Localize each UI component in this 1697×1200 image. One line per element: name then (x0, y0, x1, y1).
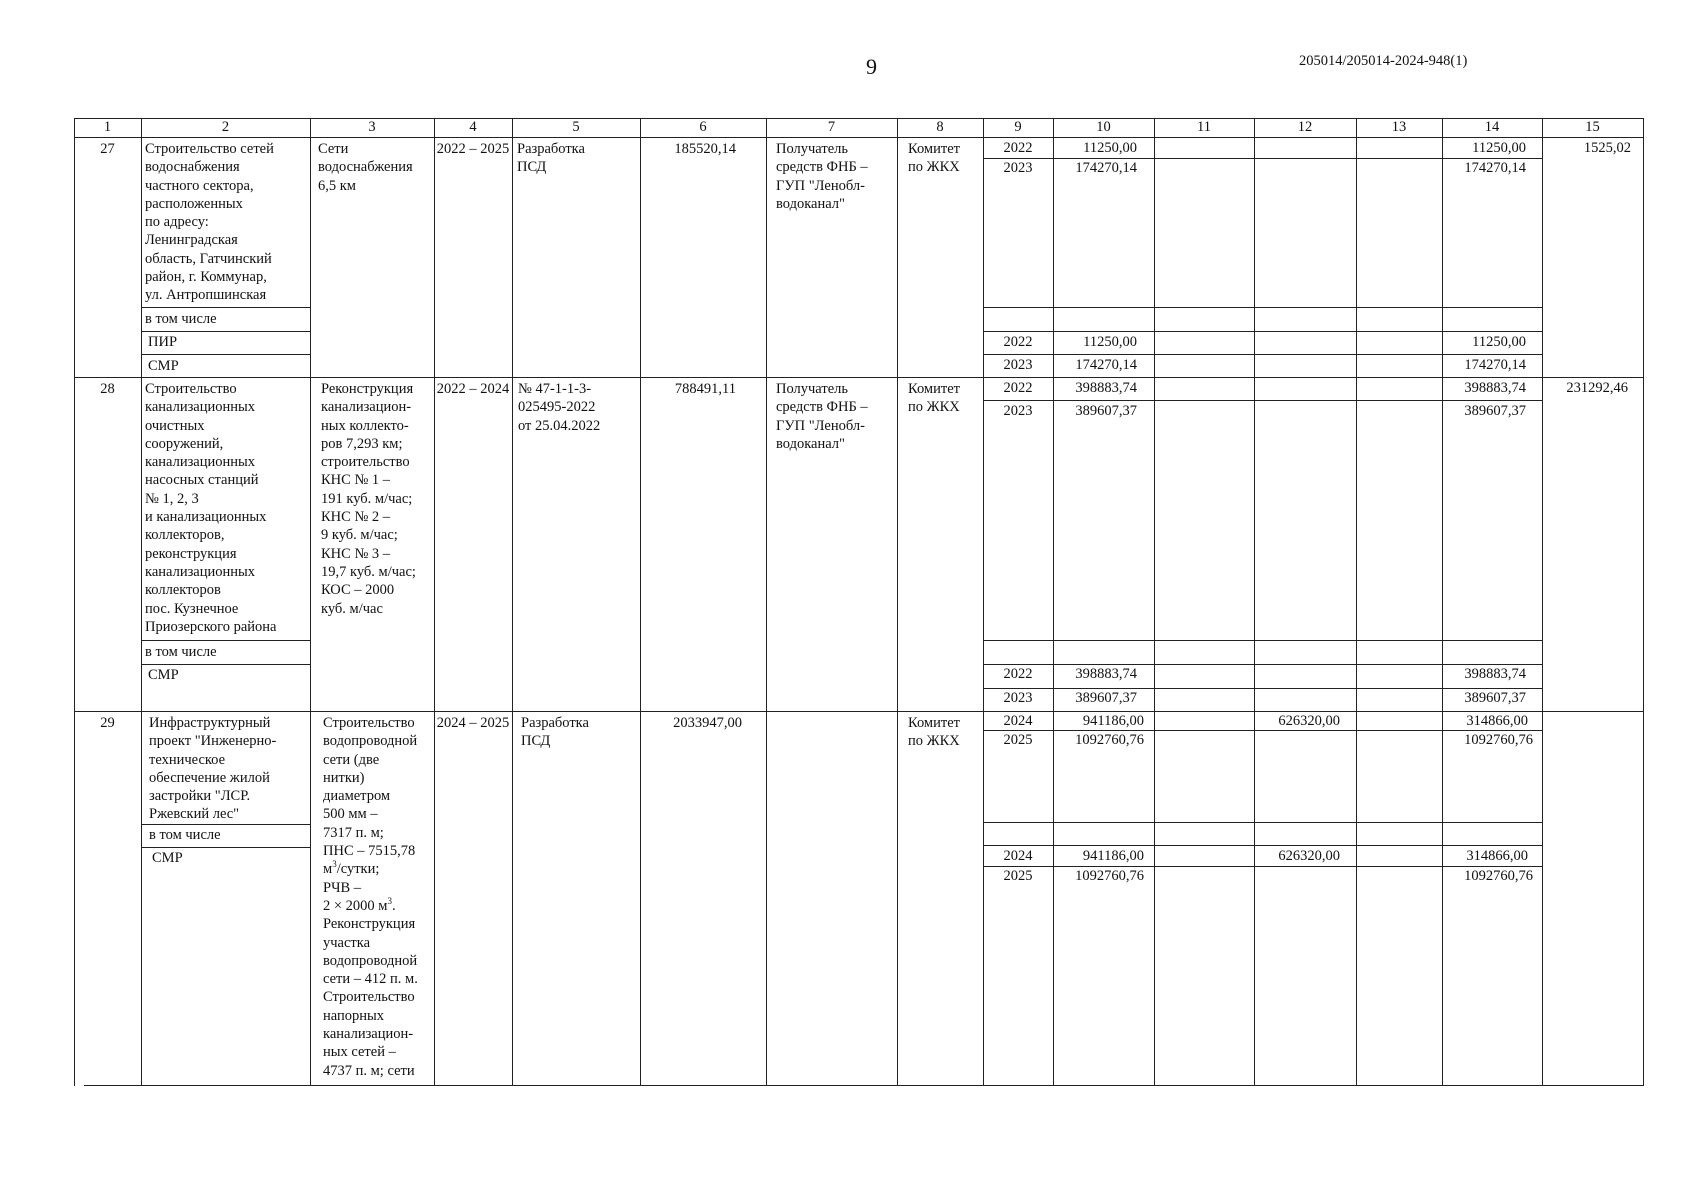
row-28-c14-2: 389607,37 (1464, 403, 1526, 419)
row-27-c14-1: 11250,00 (1472, 140, 1526, 156)
row-27-expertise: Разработка ПСД (517, 141, 585, 176)
row-29-capacity-part-1: Строительство водопроводной сети (две нитки) диаметром 500 мм – 7317 п. м; ПНС – 7515,78 (323, 715, 418, 860)
row-29-including-label: в том числе (149, 827, 221, 843)
header-col-7: 7 (827, 119, 836, 135)
col-divider-1-2 (141, 118, 142, 1086)
row-28-expertise: № 47-1-1-3- 025495-2022 от 25.04.2022 (518, 381, 601, 434)
page-number: 9 (866, 54, 877, 79)
row-28-period: 2022 – 2024 (436, 381, 510, 397)
row-27-split-bottom (983, 331, 1542, 332)
row-28-sub-year-1: 2022 (1003, 666, 1033, 682)
row-29-c10-2: 1092760,76 (1075, 732, 1144, 748)
header-col-3: 3 (368, 119, 376, 135)
row-29-project-name: Инфраструктурный проект "Инженерно- техническое обеспечение жилой застройки "ЛСР. Ржевский лес" (149, 715, 277, 823)
row-27-c14-2: 174270,14 (1464, 160, 1526, 176)
header-col-8: 8 (936, 119, 944, 135)
row-29-c14-1: 314866,00 (1466, 713, 1528, 729)
col-divider-4-5 (512, 118, 513, 1086)
row-27-sub-year-divider (983, 354, 1542, 355)
row-27-name-divider (141, 307, 310, 308)
header-col-6: 6 (699, 119, 707, 135)
row-29-sub-c10-1: 941186,00 (1082, 848, 1144, 864)
row-28-recipient: Получатель средств ФНБ – ГУП "Ленобл- водоканал" (776, 381, 868, 452)
row-28-total-cost: 788491,11 (674, 381, 736, 397)
row-27-capacity: Сети водоснабжения 6,5 км (318, 141, 413, 194)
row-28-number: 28 (100, 381, 115, 397)
row-29-sub-c10-2: 1092760,76 (1075, 868, 1144, 884)
col-divider-14-15 (1542, 118, 1543, 1086)
row-29-capacity-part-3: . Реконструкция участка водопроводной сети – 412 п. м. Строительство напорных канализацион- ных сетей – 4737 п. м; сети (323, 897, 418, 1079)
col-divider-6-7 (766, 118, 767, 1086)
col-divider-3-4 (434, 118, 435, 1086)
col-divider-8-9 (983, 118, 984, 1086)
header-col-11: 11 (1197, 119, 1211, 135)
row-27-col15: 1525,02 (1583, 140, 1631, 156)
row-29-split-bottom (983, 845, 1542, 846)
row-29-year-2: 2025 (1003, 732, 1033, 748)
row-27-including-divider (141, 331, 310, 332)
row-28-sub-c14-2: 389607,37 (1464, 690, 1526, 706)
row-27-period: 2022 – 2025 (436, 141, 510, 157)
col-divider-9-10 (1053, 118, 1054, 1086)
table-border-bottom (84, 1085, 1643, 1086)
row-28-sub-year-2: 2023 (1003, 690, 1033, 706)
row-28-sub-c14-1: 398883,74 (1464, 666, 1526, 682)
row-27-pir-label: ПИР (148, 334, 178, 350)
row-28-smr-label: СМР (148, 667, 179, 683)
row-27-year-2: 2023 (1003, 160, 1033, 176)
row-27-number: 27 (100, 141, 115, 157)
row-28-including-label: в том числе (145, 644, 217, 660)
row-29-period: 2024 – 2025 (436, 715, 510, 731)
row-28-bottom (74, 711, 1643, 712)
col-divider-5-6 (640, 118, 641, 1086)
row-29-sub-c14-1: 314866,00 (1466, 848, 1528, 864)
row-27-sub-c14-1: 11250,00 (1472, 334, 1526, 350)
row-28-capacity: Реконструкция канализацион- ных коллекто- ров 7,293 км; строительство КНС № 1 – 191 куб. м/час; КНС № 2 – 9 куб. м/час; КНС № 3 – 19,7 куб. м/час; КОС – 2000 куб. м/час (321, 381, 416, 617)
row-27-sub-c10-1: 11250,00 (1083, 334, 1137, 350)
row-29-c12-1: 626320,00 (1278, 713, 1340, 729)
row-29-expertise: Разработка ПСД (521, 715, 589, 750)
header-col-14: 14 (1484, 119, 1500, 135)
row-27-smr-label: СМР (148, 358, 179, 374)
row-28-year-1: 2022 (1003, 380, 1033, 396)
row-29-capacity-part-2: /сутки; РЧВ – 2 × 2000 м (323, 861, 388, 914)
row-29-responsible: Комитет по ЖКХ (908, 715, 960, 750)
row-27-sub-year-2: 2023 (1003, 357, 1033, 373)
row-28-year-2: 2023 (1003, 403, 1033, 419)
header-col-15: 15 (1585, 119, 1600, 135)
row-29-total-cost: 2033947,00 (673, 715, 742, 731)
row-27-responsible: Комитет по ЖКХ (908, 141, 960, 176)
row-27-total-cost: 185520,14 (674, 141, 736, 157)
header-col-12: 12 (1297, 119, 1313, 135)
row-27-bottom (74, 377, 1643, 378)
row-29-smr-label: СМР (152, 850, 183, 866)
table-border-left (74, 118, 75, 1086)
row-29-number: 29 (100, 715, 115, 731)
row-27-sub-year-1: 2022 (1003, 334, 1033, 350)
col-divider-7-8 (897, 118, 898, 1086)
row-28-split-top (983, 640, 1542, 641)
row-28-including-divider (141, 664, 310, 665)
document-id: 205014/205014-2024-948(1) (1299, 53, 1468, 69)
header-col-1: 1 (103, 119, 112, 135)
row-28-sub-c10-1: 398883,74 (1075, 666, 1137, 682)
header-col-2: 2 (221, 119, 230, 135)
row-27-sub-c10-2: 174270,14 (1075, 357, 1137, 373)
row-27-sub-c14-2: 174270,14 (1464, 357, 1526, 373)
row-29-sub-c12-1: 626320,00 (1278, 848, 1340, 864)
row-28-name-divider (141, 640, 310, 641)
row-27-including-label: в том числе (145, 311, 217, 327)
row-28-responsible: Комитет по ЖКХ (908, 381, 960, 416)
row-29-year-1: 2024 (1003, 713, 1033, 729)
row-27-split-top (983, 307, 1542, 308)
row-29-sub-c14-2: 1092760,76 (1464, 868, 1533, 884)
row-28-project-name: Строительство канализационных очистных сооружений, канализационных насосных станций № 1, 2, 3 и канализационных коллекторов, реконструкция канализационных коллекторов пос. Кузнечное Приозерского района (145, 381, 277, 635)
header-col-4: 4 (469, 119, 477, 135)
row-28-c10-1: 398883,74 (1075, 380, 1137, 396)
row-29-capacity: Строительство водопроводной сети (две нитки) диаметром 500 мм – 7317 п. м; ПНС – 7515,78 $м^3$/сутки; РЧВ – 2 × 2000 $м^3$. Реконструкция участка водопроводной сети – 412 п. м. Строительство напорных канализацион- ных сетей – 4737 п. м; сети (323, 715, 418, 1079)
table-border-right (1643, 118, 1644, 1086)
row-27-c10-1: 11250,00 (1083, 140, 1137, 156)
col-divider-12-13 (1356, 118, 1357, 1086)
header-col-13: 13 (1391, 119, 1407, 135)
col-divider-2-3 (310, 118, 311, 1086)
row-27-year-1: 2022 (1003, 140, 1033, 156)
row-28-sub-c10-2: 389607,37 (1075, 690, 1137, 706)
header-col-10: 10 (1096, 119, 1111, 135)
row-28-c10-2: 389607,37 (1075, 403, 1137, 419)
row-29-sub-year-1: 2024 (1003, 848, 1033, 864)
col-divider-11-12 (1254, 118, 1255, 1086)
row-29-sub-year-2: 2025 (1003, 868, 1033, 884)
header-col-5: 5 (572, 119, 580, 135)
header-row-bottom (74, 137, 1643, 138)
row-27-recipient: Получатель средств ФНБ – ГУП "Ленобл- водоканал" (776, 141, 868, 212)
row-29-split-top (983, 822, 1542, 823)
row-28-c14-1: 398883,74 (1464, 380, 1526, 396)
row-29-name-divider (141, 824, 310, 825)
header-col-9: 9 (1014, 119, 1022, 135)
col-divider-13-14 (1442, 118, 1443, 1086)
col-divider-10-11 (1154, 118, 1155, 1086)
row-27-pir-divider (141, 354, 310, 355)
row-28-col15: 231292,46 (1566, 380, 1628, 396)
row-28-year-divider (983, 400, 1542, 401)
row-27-c10-2: 174270,14 (1075, 160, 1137, 176)
row-27-project-name: Строительство сетей водоснабжения частного сектора, расположенных по адресу: Ленинградская область, Гатчинский район, г. Коммунар, ул. Антропшинская (145, 141, 274, 304)
row-29-c10-1: 941186,00 (1082, 713, 1144, 729)
row-29-c14-2: 1092760,76 (1464, 732, 1533, 748)
row-29-including-divider (141, 847, 310, 848)
